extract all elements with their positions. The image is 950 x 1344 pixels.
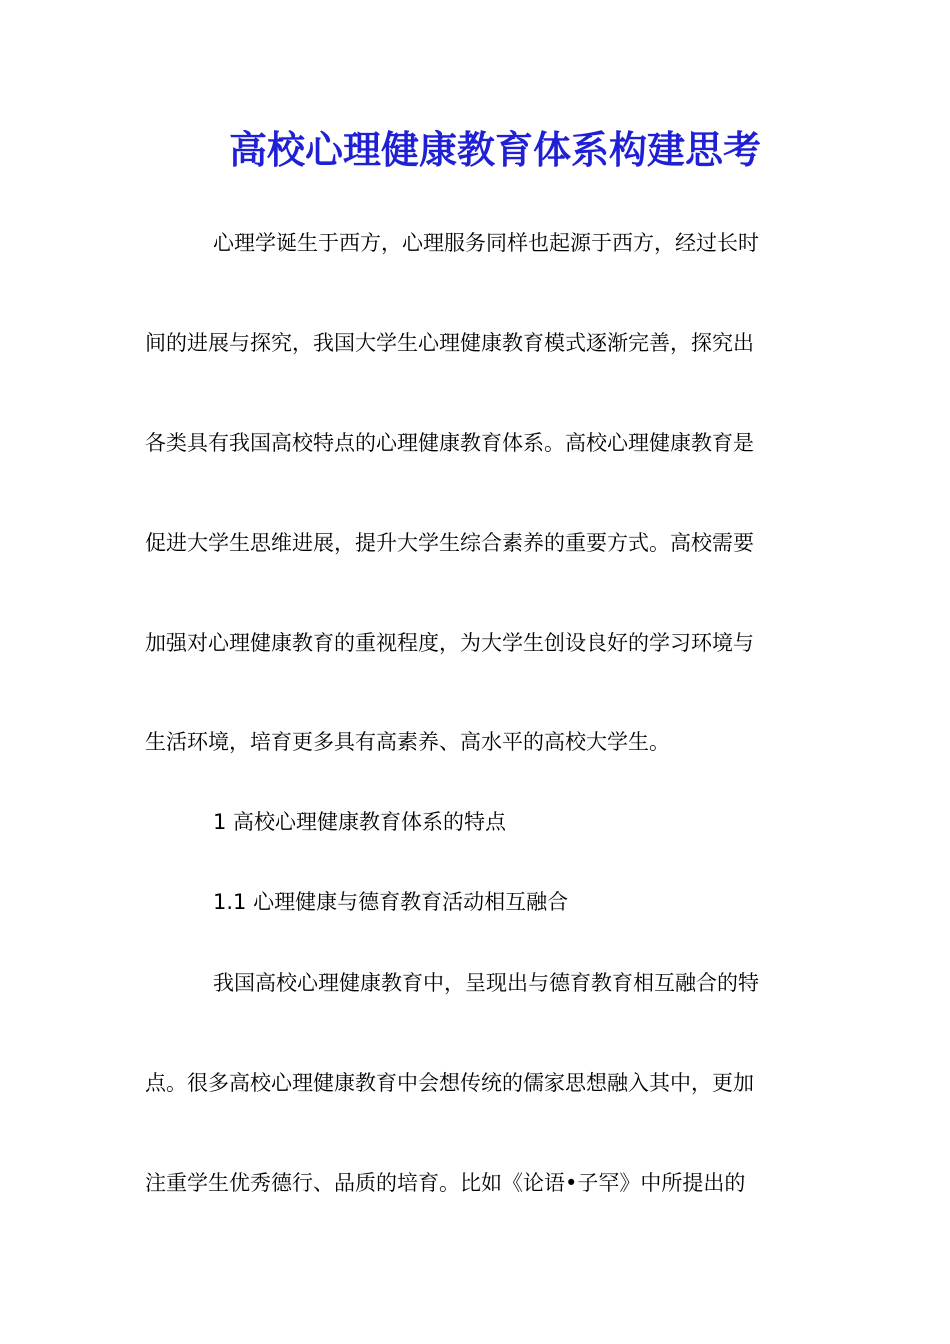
document-title: 高校心理健康教育体系构建思考 bbox=[228, 127, 761, 172]
paragraph-line: 注重学生优秀德行、品质的培育。比如《论语•子罕》中所提出的 bbox=[145, 1171, 746, 1195]
paragraph-line: 各类具有我国高校特点的心理健康教育体系。高校心理健康教育是 bbox=[145, 431, 754, 455]
paragraph-line: 生活环境，培育更多具有高素养、高水平的高校大学生。 bbox=[145, 730, 670, 754]
paragraph-line: 间的进展与探究，我国大学生心理健康教育模式逐渐完善，探究出 bbox=[145, 331, 754, 355]
section-heading: 1 高校心理健康教育体系的特点 bbox=[213, 810, 507, 834]
paragraph-line: 促进大学生思维进展，提升大学生综合素养的重要方式。高校需要 bbox=[145, 531, 754, 555]
paragraph-line: 点。很多高校心理健康教育中会想传统的儒家思想融入其中，更加 bbox=[145, 1071, 754, 1095]
paragraph-line: 我国高校心理健康教育中，呈现出与德育教育相互融合的特 bbox=[213, 971, 759, 995]
paragraph-line: 心理学诞生于西方，心理服务同样也起源于西方，经过长时 bbox=[213, 231, 759, 255]
paragraph-line: 加强对心理健康教育的重视程度，为大学生创设良好的学习环境与 bbox=[145, 631, 754, 655]
subsection-heading: 1.1 心理健康与德育教育活动相互融合 bbox=[213, 890, 569, 914]
